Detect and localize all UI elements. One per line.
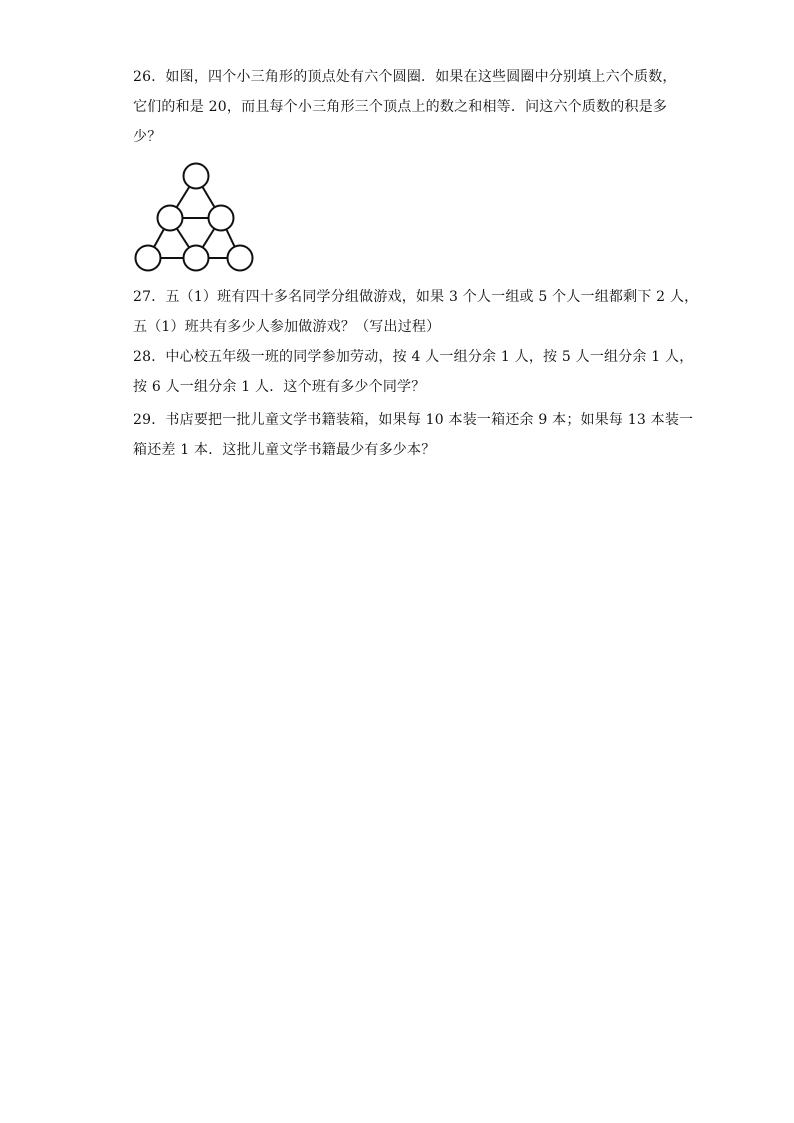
circle-bottom-mid <box>184 246 209 271</box>
circle-mid-left <box>158 206 183 231</box>
question-29-line-1: 29．书店要把一批儿童文学书籍装箱，如果每 10 本装一箱还余 9 本；如果每 13 本装一 <box>133 412 694 428</box>
question-26-line-2: 它们的和是 20，而且每个小三角形三个顶点上的数之和相等．问这六个质数的积是多 <box>133 99 668 115</box>
triangle-circles-figure <box>134 160 254 276</box>
circle-bottom-left <box>136 246 161 271</box>
question-28 <box>133 342 694 402</box>
question-27-line-2: 五（1）班共有多少人参加做游戏？（写出过程） <box>133 319 441 335</box>
circle-mid-right <box>209 206 234 231</box>
question-29-line-2: 箱还差 1 本．这批儿童文学书籍最少有多少本？ <box>133 442 436 458</box>
question-26 <box>133 62 677 152</box>
question-28-line-1: 28．中心校五年级一班的同学参加劳动，按 4 人一组分余 1 人，按 5 人一组分余 1 人， <box>133 349 694 365</box>
circle-bottom-right <box>228 246 253 271</box>
question-27 <box>133 282 699 342</box>
question-27-line-1: 27．五（1）班有四十多名同学分组做游戏，如果 3 个人一组或 5 个人一组都剩下 2 人， <box>133 289 699 305</box>
question-26-line-3: 少？ <box>133 129 162 145</box>
triangle-circles-diagram <box>134 160 254 276</box>
question-28-line-2: 按 6 人一组分余 1 人．这个班有多少个同学？ <box>133 379 426 395</box>
question-29 <box>133 405 694 465</box>
question-26-line-1: 26．如图，四个小三角形的顶点处有六个圆圈．如果在这些圆圈中分别填上六个质数， <box>133 69 677 85</box>
circle-top <box>184 164 209 189</box>
